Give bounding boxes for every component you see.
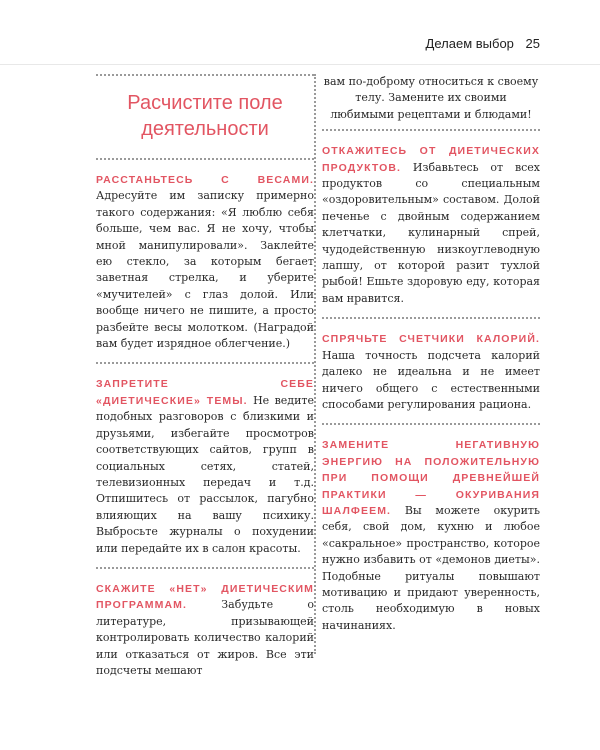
tip-paragraph [322,437,540,634]
tip-text: Избавьтесь от всех продуктов со специальным «оздоровительным» составом. Долой печенье с двойным содержанием клетчатки, кулинарный спрей, чудодейственную низкоуглеводную лапшу, от которой разит тухлой рыбой! Ешьте здоровую еду, которая вам нравится. [322,160,541,305]
tip-block-sage [322,425,540,644]
tip-block-diet-products [322,131,540,317]
tip-text: Вы можете окурить себя, свой дом, кухню и любое «сакральное» пространство, которое нужно избавить от «демонов диеты». Подобные ритуалы повышают мотивацию и придают уверенность, столь необходимую в новых начинаниях. [322,503,541,632]
running-header [426,36,540,51]
dotted-rule [96,74,314,76]
left-column [96,74,314,689]
continued-text-block [322,74,540,129]
tip-lead: РАССТАНЬТЕСЬ С ВЕСАМИ. [96,174,314,186]
header-divider [0,64,600,65]
page-number: 25 [525,36,540,51]
title-line-2: деятельности [141,118,269,140]
tip-paragraph [322,331,540,413]
right-column [322,74,540,644]
tip-lead: СКАЖИТЕ «НЕТ» ДИЕТИЧЕСКИМ ПРОГРАММАМ. [96,582,314,612]
section-title [96,90,314,142]
chapter-title: Делаем выбор [425,36,514,51]
tip-block-scales [96,160,314,362]
tip-text: Адресуйте им записку примерно такого содержания: «Я люблю себя больше, чем вас. Я не хочу, чтобы мной манипулировали». Заклейте ею стекло, за которым бегает заветная стрелка, и уберите «мучителей» с глаз долой. Или вообще ничего не пишите, а просто разбейте весы молотком. (Наградой вам будет изрядное облегчение.) [96,189,314,351]
tip-block-programs [96,569,314,689]
tip-text: Не ведите подобных разговоров с близкими и друзьями, избегайте просмотров соответствующих сайтов, групп в социальных сетях, статей, телевизионных передач и т.д. Отпишитесь от рассылок, пагубно влияющих на вашу психику. Выбросьте журналы о похудении или передайте их в салон красоты. [96,393,314,555]
tip-text: Наша точность подсчета калорий далеко не идеальна и не имеет ничего общего с естественными способами регулирования рациона. [322,348,540,411]
tip-lead: ОТКАЖИТЕСЬ ОТ ДИЕТИЧЕСКИХ ПРОДУКТОВ. [322,145,540,174]
tip-paragraph [322,143,540,307]
column-divider [314,74,316,654]
tip-paragraph [96,376,314,556]
tip-block-calorie-counters [322,319,540,423]
tip-text: Забудьте о литературе, призывающей контролировать количество калорий или отказаться от жиров. Все эти подсчеты мешают [96,598,314,677]
tip-lead: ЗАМЕНИТЕ НЕГАТИВНУЮ ЭНЕРГИЮ НА ПОЛОЖИТЕЛЬНУЮ ПРИ ПОМОЩИ ДРЕВНЕЙШЕЙ ПРАКТИКИ — ОКУРИВАНИЯ ШАЛФЕЕМ. [322,439,540,517]
tip-lead: СПРЯЧЬТЕ СЧЕТЧИКИ КАЛОРИЙ. [322,333,540,346]
tip-block-topics [96,364,314,566]
tip-paragraph [96,581,314,679]
title-line-1: Расчистите поле [127,92,283,114]
continued-paragraph: вам по-доброму относиться к своему телу. Замените их своими любимыми рецептами и блюдами! [323,75,539,121]
tip-paragraph [96,172,314,352]
tip-lead: ЗАПРЕТИТЕ СЕБЕ «ДИЕТИЧЕСКИЕ» ТЕМЫ. [96,378,314,407]
